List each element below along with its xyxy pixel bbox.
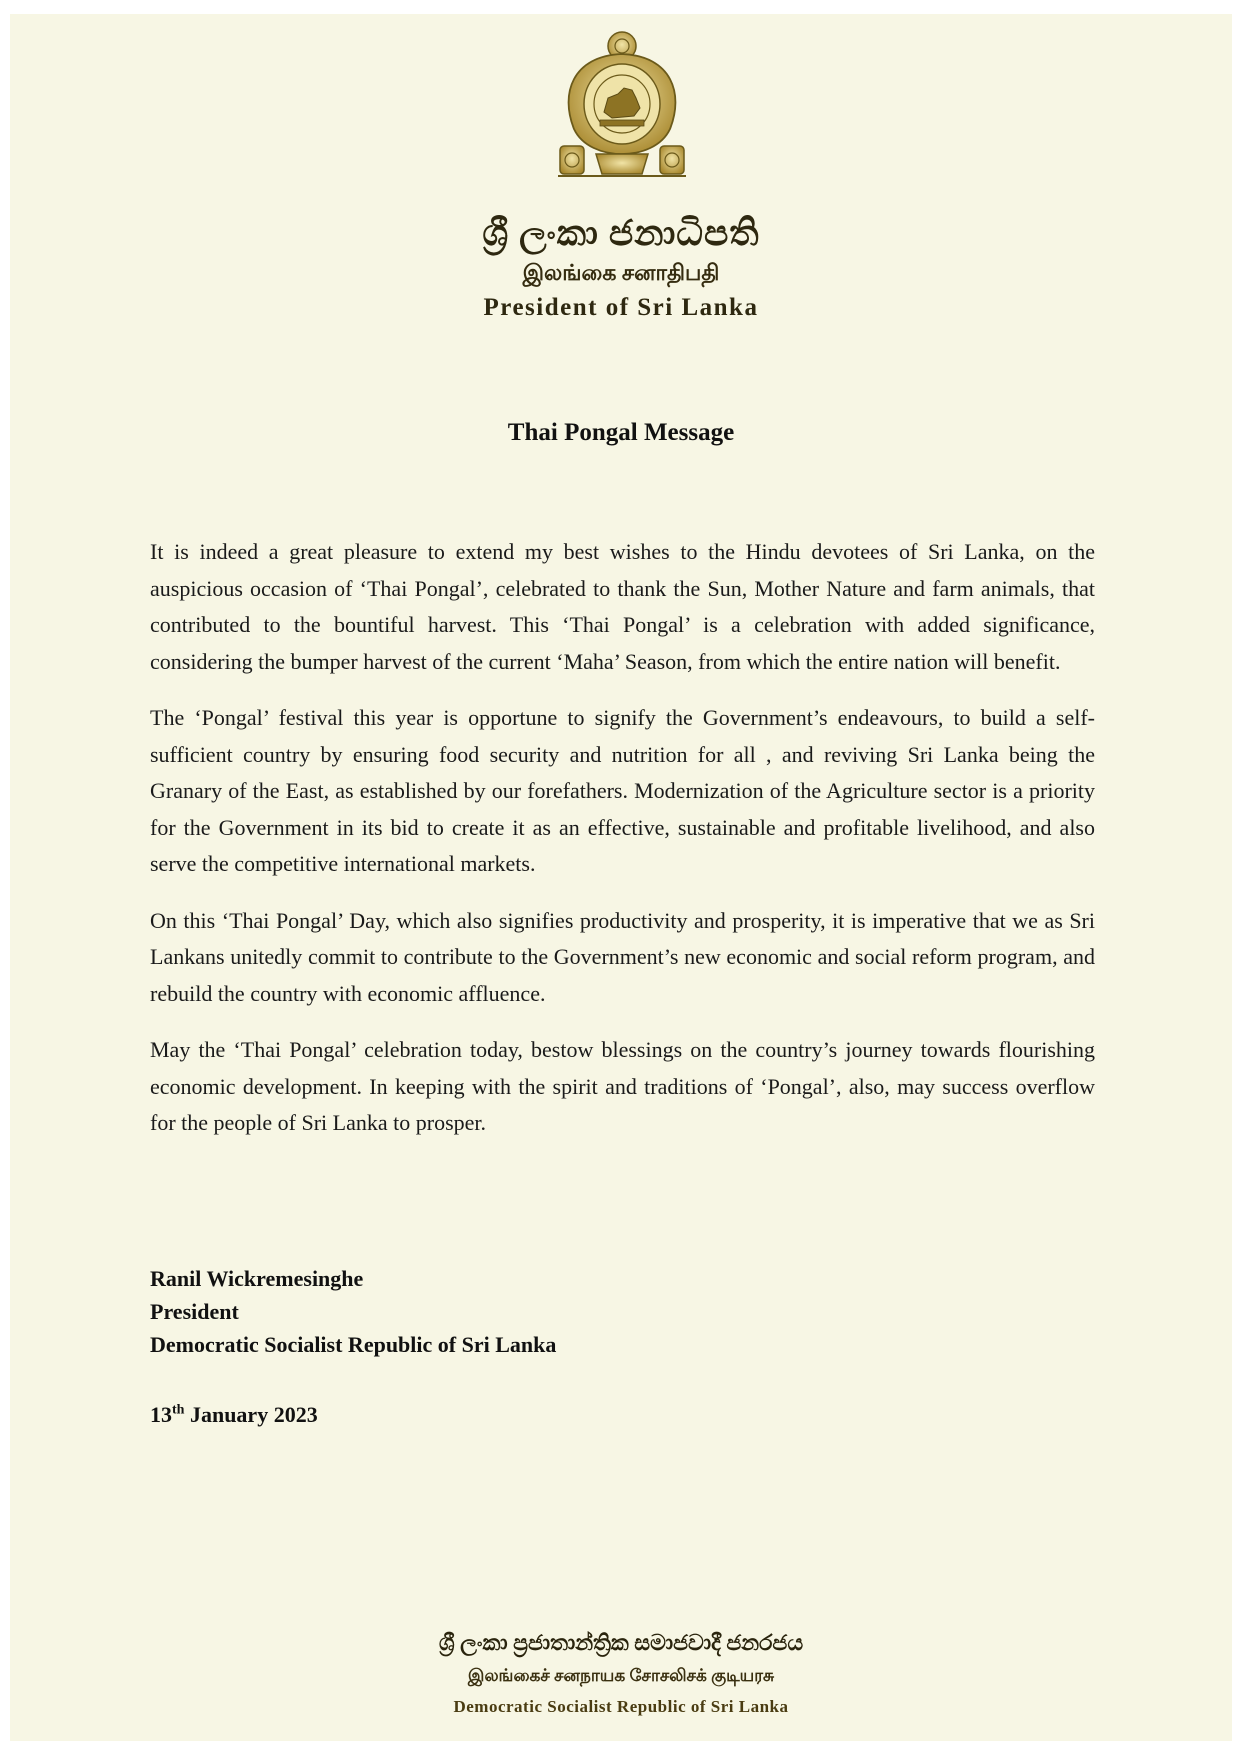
- message-body: [150, 534, 1095, 1162]
- message-title: Thai Pongal Message: [507, 419, 735, 446]
- footer-sinhala: ශ්‍රී ලංකා ප්‍රජාතාන්ත්‍රික සමාජවාදී ජනරජය: [438, 1630, 804, 1655]
- date-day: 13: [150, 1402, 172, 1427]
- signature-block: [150, 1262, 556, 1361]
- national-emblem-icon: [552, 24, 692, 182]
- date-suffix: th: [172, 1402, 185, 1418]
- message-date: [150, 1402, 318, 1428]
- signatory-position: President: [150, 1299, 239, 1324]
- paragraph: The ‘Pongal’ festival this year is opportune to signify the Government’s endeavours, to build a self-sufficient country by ensuring food security and nutrition for all , and reviving Sri Lanka being the Granary of the East, as established by our forefathers. Modernization of the Agriculture sector is a priority for the Government in its bid to create it as an effective, sustainable and profitable livelihood, and also serve the competitive international markets.: [150, 705, 1095, 876]
- header-sinhala-title: ශ්‍රී ලංකා ජනාධිපති: [482, 213, 760, 253]
- paragraph: On this ‘Thai Pongal’ Day, which also signifies productivity and prosperity, it is imperative that we as Sri Lankans unitedly commit to contribute to the Government’s new economic and social reform program, and rebuild the country with economic affluence.: [150, 907, 1095, 1006]
- paragraph: It is indeed a great pleasure to extend my best wishes to the Hindu devotees of Sri Lanka, on the auspicious occasion of ‘Thai Pongal’, celebrated to thank the Sun, Mother Nature and farm animals, that contributed to the bountiful harvest. This ‘Thai Pongal’ is a celebration with added significance, considering the bumper harvest of the current ‘Maha’ Season, from which the entire nation will benefit.: [150, 539, 1095, 674]
- header-tamil-title: இலங்கை சனாதிபதி: [522, 260, 720, 285]
- signatory-organization: Democratic Socialist Republic of Sri Lanka: [150, 1332, 557, 1357]
- date-rest: January 2023: [189, 1402, 318, 1427]
- footer-tamil: இலங்கைச் சனநாயக சோசலிசக் குடியரசு: [467, 1666, 775, 1685]
- header-english-title: President of Sri Lanka: [483, 294, 759, 321]
- signatory-name: Ranil Wickremesinghe: [150, 1266, 364, 1291]
- letter-page: [10, 14, 1232, 1741]
- paragraph: May the ‘Thai Pongal’ celebration today, bestow blessings on the country’s journey towards flourishing economic development. In keeping with the spirit and traditions of ‘Pongal’, also, may success overflow for the people of Sri Lanka to prosper.: [150, 1037, 1095, 1135]
- footer-english: Democratic Socialist Republic of Sri Lanka: [453, 1697, 789, 1716]
